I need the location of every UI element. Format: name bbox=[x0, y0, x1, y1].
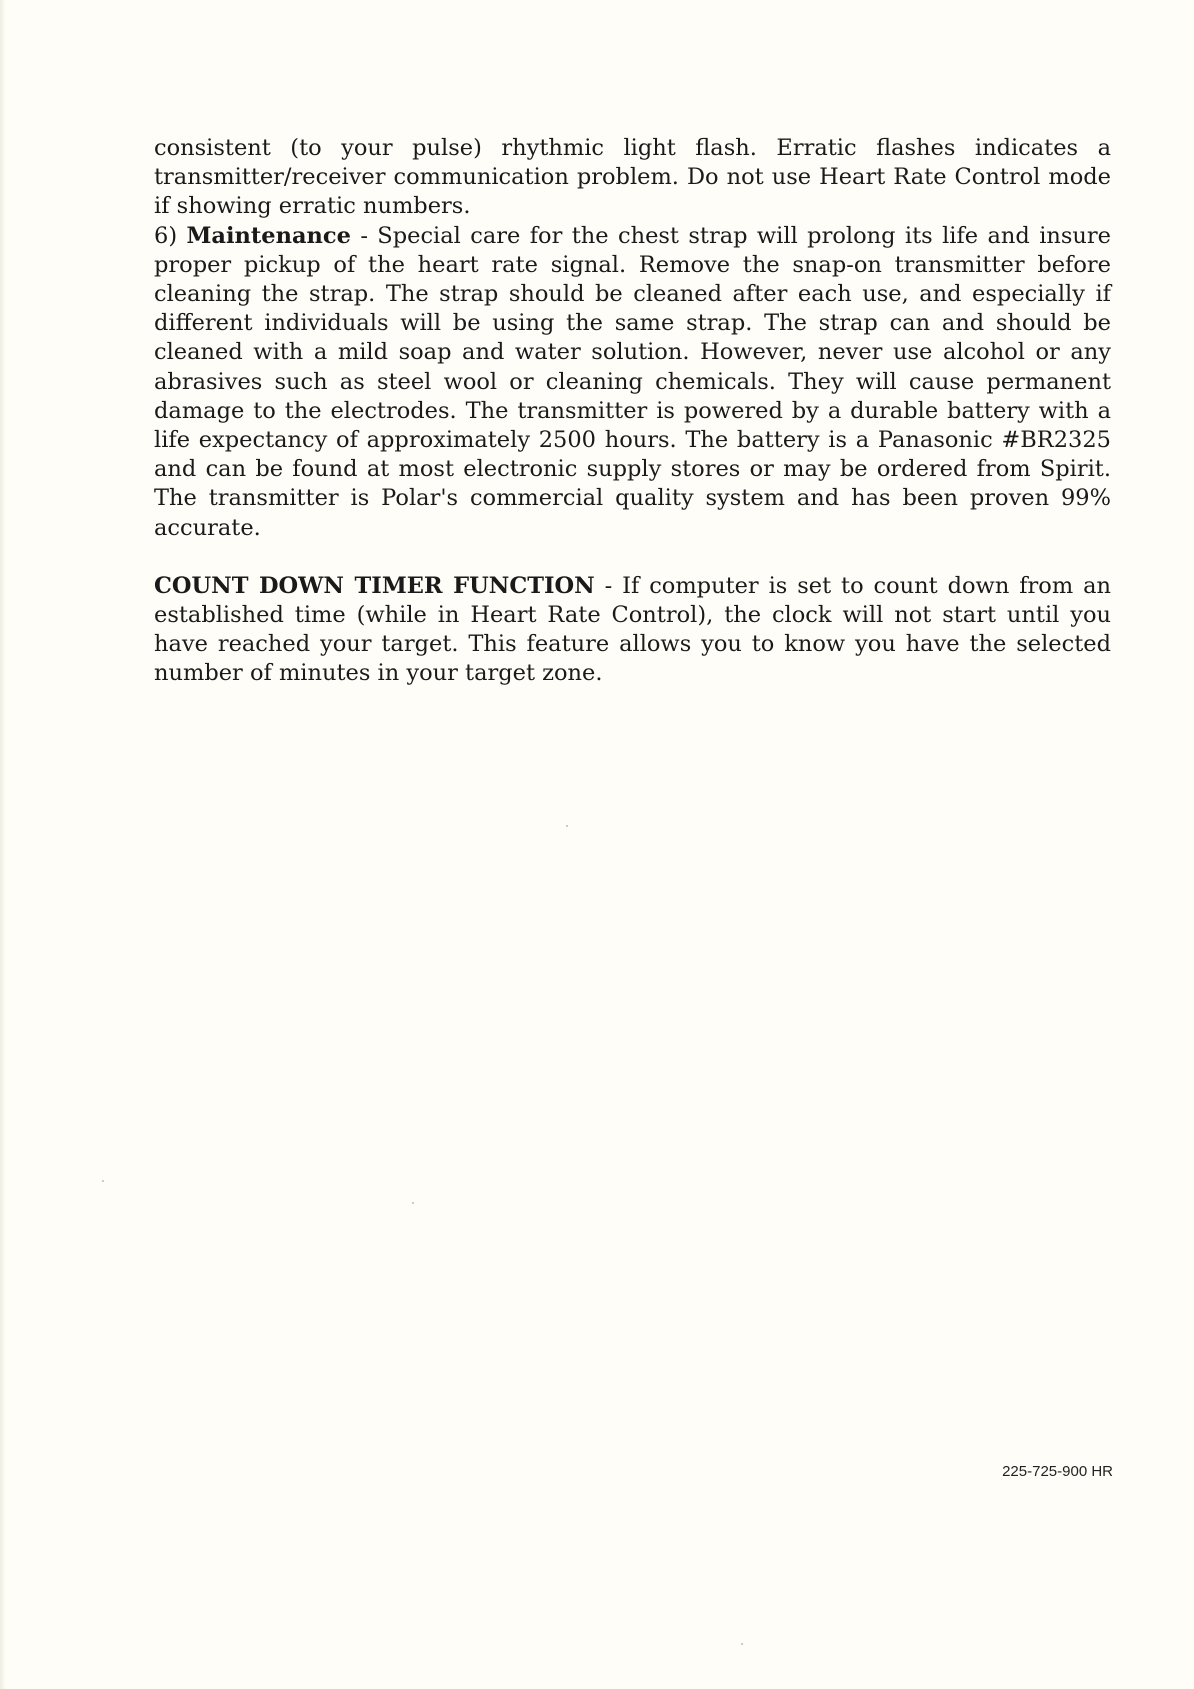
page-edge-shadow bbox=[0, 0, 6, 1689]
countdown-text: - If computer is set to count down from an established time (while in Heart Rate Control), the clock will not start until you have reached your target. This feature allows you to know you have the selected number of minutes in your target zone. bbox=[154, 572, 1111, 687]
paragraph-maintenance bbox=[154, 222, 1111, 543]
paragraph-erratic-flashes: consistent (to your pulse) rhythmic light flash. Erratic flashes indicates a transmitter/receiver communication problem. Do not use Heart Rate Control mode if showing erratic numbers. bbox=[154, 135, 1111, 220]
maintenance-number: 6) bbox=[154, 222, 178, 249]
body-text bbox=[154, 134, 1111, 689]
maintenance-text: - Special care for the chest strap will prolong its life and insure proper pickup of the heart rate signal. Remove the snap-on transmitter before cleaning the strap. The strap should be cleaned after each use, and especially if different individuals will be using the same strap. The strap can and should be cleaned with a mild soap and water solution. However, never use alcohol or any abrasives such as steel wool or cleaning chemicals. They will cause permanent damage to the electrodes. The transmitter is powered by a durable battery with a life expectancy of approximately 2500 hours. The battery is a Panasonic #BR2325 and can be found at most electronic supply stores or may be ordered from Spirit. The transmitter is Polar's commercial quality system and has been proven 99% accurate. bbox=[154, 222, 1111, 541]
document-code: 225-725-900 HR bbox=[1002, 1463, 1113, 1480]
paragraph-countdown-timer bbox=[154, 572, 1111, 689]
countdown-heading: COUNT DOWN TIMER FUNCTION bbox=[154, 572, 595, 599]
maintenance-heading: Maintenance bbox=[186, 222, 351, 249]
